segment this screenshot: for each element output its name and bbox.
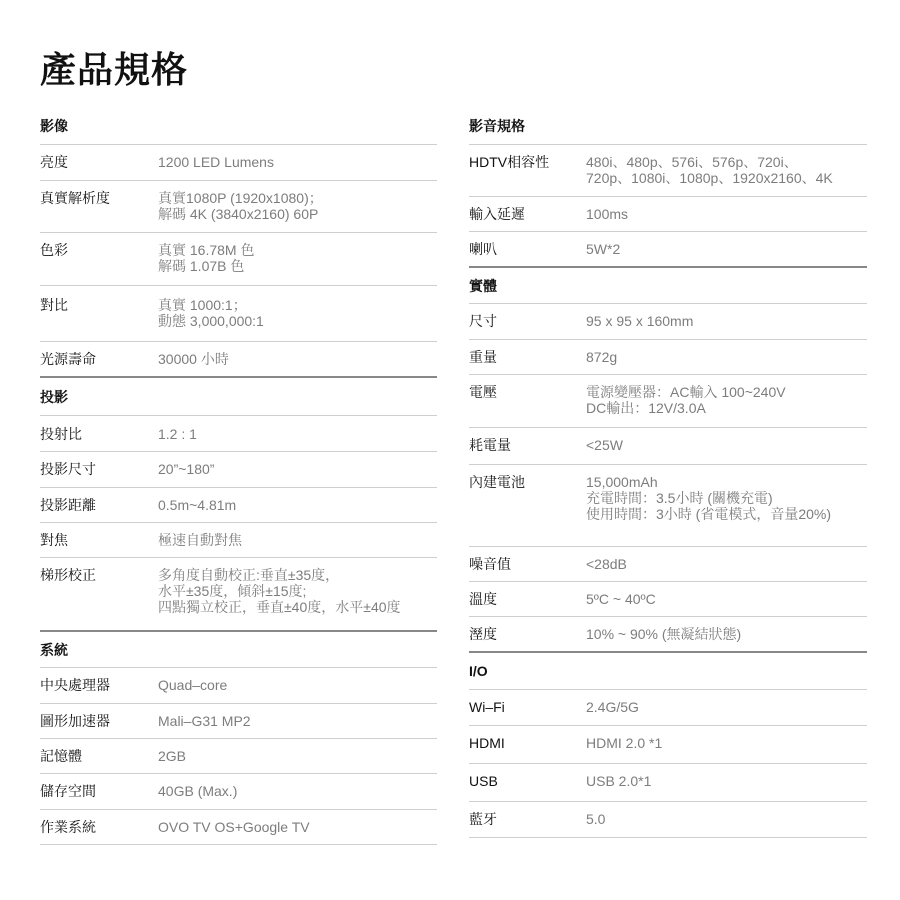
spec-label: 噪音值 <box>469 556 511 572</box>
spec-row-input-lag <box>469 196 867 231</box>
spec-row-lamp-life <box>40 341 437 376</box>
spec-value: 95 x 95 x 160mm <box>586 313 694 329</box>
spec-value: 真實1080P (1920x1080)； 解碼 4K (3840x2160) 60P <box>158 190 323 222</box>
spec-value: <28dB <box>586 556 627 572</box>
spec-value: <25W <box>586 437 623 453</box>
section-heading-projection: 投影 <box>40 388 68 405</box>
spec-value: 5W*2 <box>586 241 621 257</box>
spec-row-weight <box>469 339 867 374</box>
spec-label: 作業系統 <box>40 819 96 835</box>
spec-row-cpu <box>40 667 437 703</box>
spec-row-noise <box>469 546 867 581</box>
spec-row-contrast <box>40 285 437 341</box>
spec-row-usb <box>469 763 867 801</box>
spec-row-memory <box>40 738 437 773</box>
section-heading-image: 影像 <box>40 118 68 134</box>
spec-label: 輸入延遲 <box>469 206 525 222</box>
spec-value: 15,000mAh 充電時間：3.5小時 (關機充電) 使用時間：3小時 (省電模式，音量20%) <box>586 474 832 522</box>
spec-value: 2.4G/5G <box>586 699 639 715</box>
spec-label: 溫度 <box>469 591 497 607</box>
spec-row-os <box>40 809 437 844</box>
spec-label: 光源壽命 <box>40 351 96 367</box>
spec-value: 10% ~ 90% (無凝結狀態) <box>586 626 742 642</box>
spec-row-temperature <box>469 581 867 616</box>
spec-row-wifi <box>469 689 867 725</box>
spec-row-voltage <box>469 374 867 427</box>
spec-value: 真實 16.78M 色 解碼 1.07B 色 <box>158 242 255 274</box>
spec-value: 2GB <box>158 748 187 764</box>
spec-value: 電源變壓器：AC輸入 100~240V DC輸出：12V/3.0A <box>586 384 786 416</box>
spec-row-screen-size <box>40 451 437 487</box>
spec-value: Quad–core <box>158 677 228 693</box>
spec-row-focus <box>40 522 437 557</box>
spec-value: 1200 LED Lumens <box>158 154 274 170</box>
spec-row-humidity <box>469 616 867 651</box>
spec-row-speaker <box>469 231 867 266</box>
spec-label: HDMI <box>469 735 505 751</box>
spec-label: 重量 <box>469 349 497 365</box>
spec-label: 喇叭 <box>469 241 497 257</box>
spec-value: 40GB (Max.) <box>158 783 238 799</box>
spec-label: HDTV相容性 <box>469 154 550 170</box>
spec-label: 投射比 <box>40 426 82 442</box>
section-heading-physical: 實體 <box>469 277 497 294</box>
spec-row-throw-ratio <box>40 415 437 451</box>
spec-value: 480i、480p、576i、576p、720i、 720p、1080i、1080p、1920x2160、4K <box>586 154 833 186</box>
spec-row-native-resolution <box>40 180 437 232</box>
spec-value: 0.5m~4.81m <box>158 497 237 513</box>
spec-value: 872g <box>586 349 618 365</box>
spec-value: OVO TV OS+Google TV <box>158 819 310 835</box>
spec-label: 藍牙 <box>469 811 497 827</box>
spec-label: 內建電池 <box>469 474 525 490</box>
spec-value: 100ms <box>586 206 629 222</box>
spec-label: 記憶體 <box>40 748 82 764</box>
spec-row-keystone <box>40 557 437 630</box>
spec-row-dimensions <box>469 303 867 339</box>
spec-label: 梯形校正 <box>40 567 96 583</box>
spec-label: 對比 <box>40 297 68 313</box>
spec-row-projection-distance <box>40 487 437 522</box>
spec-label: Wi–Fi <box>469 699 505 715</box>
spec-value: HDMI 2.0 *1 <box>586 735 663 751</box>
spec-value: 20”~180” <box>158 461 215 477</box>
page-title: 產品規格 <box>40 49 189 90</box>
spec-value: USB 2.0*1 <box>586 773 652 789</box>
spec-label: 耗電量 <box>469 437 511 453</box>
left-column <box>40 108 437 845</box>
spec-label: 圖形加速器 <box>40 713 110 729</box>
spec-value: 5.0 <box>586 811 606 827</box>
spec-value: 5ºC ~ 40ºC <box>586 591 656 607</box>
spec-label: 投影尺寸 <box>40 461 96 477</box>
spec-value: Mali–G31 MP2 <box>158 713 251 729</box>
spec-label: USB <box>469 773 498 789</box>
right-column <box>469 108 867 838</box>
spec-value: 極速自動對焦 <box>158 532 242 548</box>
spec-row-bluetooth <box>469 801 867 837</box>
spec-label: 溼度 <box>469 626 497 642</box>
spec-label: 真實解析度 <box>40 190 110 206</box>
spec-value: 多角度自動校正:垂直±35度， 水平±35度，傾斜±15度; 四點獨立校正，垂直±40度，水平±40度 <box>158 567 401 615</box>
spec-label: 對焦 <box>40 532 68 548</box>
table-bottom-rule <box>469 837 867 838</box>
spec-label: 投影距離 <box>40 497 96 513</box>
spec-row-hdmi <box>469 725 867 763</box>
spec-value: 30000 小時 <box>158 351 229 367</box>
spec-label: 色彩 <box>40 242 68 258</box>
spec-value: 1.2 : 1 <box>158 426 197 442</box>
spec-label: 電壓 <box>469 384 497 400</box>
section-heading-system: 系統 <box>40 641 68 658</box>
section-heading-av-spec: 影音規格 <box>469 118 525 134</box>
table-bottom-rule <box>40 844 437 845</box>
spec-row-power-consumption <box>469 427 867 464</box>
spec-row-battery <box>469 464 867 546</box>
spec-row-brightness <box>40 144 437 180</box>
spec-label: 中央處理器 <box>40 677 110 693</box>
spec-row-hdtv-compatibility <box>469 144 867 196</box>
spec-label: 亮度 <box>40 154 68 170</box>
spec-row-color <box>40 232 437 285</box>
spec-row-gpu <box>40 703 437 738</box>
spec-label: 儲存空間 <box>40 783 96 799</box>
spec-value: 真實 1000:1； 動態 3,000,000:1 <box>158 297 264 329</box>
spec-label: 尺寸 <box>469 313 497 329</box>
spec-row-storage <box>40 773 437 809</box>
section-heading-io: I/O <box>469 663 488 679</box>
